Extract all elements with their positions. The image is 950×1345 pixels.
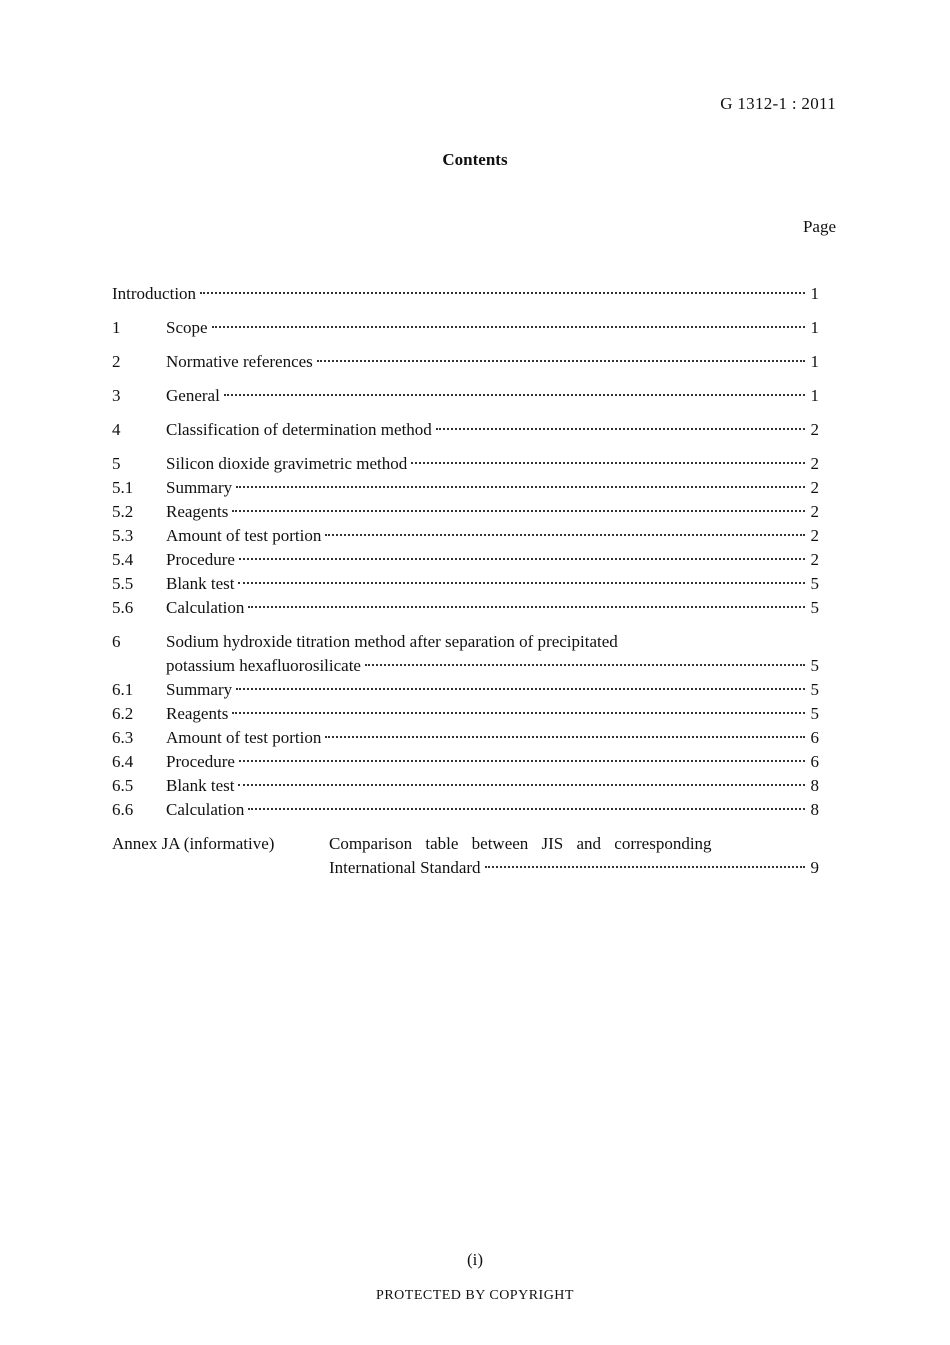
dot-leader	[239, 558, 805, 560]
dot-leader	[436, 428, 805, 430]
dot-leader	[317, 360, 805, 362]
toc-entry-number: 6.4	[112, 752, 134, 771]
toc-entry-number: 6	[112, 632, 121, 651]
toc-entry-5-4[interactable]	[112, 548, 819, 572]
dot-leader	[248, 808, 805, 810]
toc-entry-number: 4	[112, 420, 121, 439]
dot-leader	[224, 394, 805, 396]
toc-entry-2[interactable]	[112, 350, 819, 374]
toc-entry-text: Blank test	[166, 776, 235, 795]
toc-entry-text: Classification of determination method	[166, 420, 432, 439]
toc-entry-5[interactable]	[112, 452, 819, 476]
toc-entry-text: Reagents	[166, 704, 229, 723]
toc-entry-6-2[interactable]	[112, 702, 819, 726]
toc-entry-number: 5.4	[112, 550, 134, 569]
toc-entry-text: Calculation	[166, 598, 245, 617]
page-column-label: Page	[802, 217, 836, 236]
toc-entry-page: 8	[810, 776, 819, 795]
dot-leader	[232, 510, 805, 512]
dot-leader	[248, 606, 805, 608]
toc-entry-6-6[interactable]	[112, 798, 819, 822]
toc-entry-text: Scope	[166, 318, 208, 337]
toc-entry-5-6[interactable]	[112, 596, 819, 620]
toc-entry-5-2[interactable]	[112, 500, 819, 524]
toc-entry-annex-ja[interactable]	[112, 832, 819, 856]
toc-entry-3[interactable]	[112, 384, 819, 408]
dot-leader	[232, 712, 805, 714]
toc-entry-page: 6	[810, 752, 819, 771]
toc-entry-text: Reagents	[166, 502, 229, 521]
page-title: Contents	[442, 150, 508, 169]
toc-entry-introduction[interactable]	[112, 282, 819, 306]
toc-entry-page: 2	[810, 550, 819, 569]
dot-leader	[212, 326, 805, 328]
toc-entry-text: Amount of test portion	[166, 728, 322, 747]
toc-entry-page: 1	[810, 386, 819, 405]
toc-entry-page: 2	[810, 454, 819, 473]
toc-entry-page: 2	[810, 478, 819, 497]
toc-entry-5-3[interactable]	[112, 524, 819, 548]
dot-leader	[411, 462, 805, 464]
toc-entry-number: 5.6	[112, 598, 134, 617]
annex-label: Annex JA (informative)	[112, 834, 275, 853]
toc-entry-6-3[interactable]	[112, 726, 819, 750]
toc-entry-5-5[interactable]	[112, 572, 819, 596]
toc-entry-number: 6.6	[112, 800, 134, 819]
toc-entry-page: 8	[810, 800, 819, 819]
toc-entry-text: Silicon dioxide gravimetric method	[166, 454, 408, 473]
toc-entry-4[interactable]	[112, 418, 819, 442]
dot-leader	[238, 582, 805, 584]
dot-leader	[239, 760, 805, 762]
toc-entry-page: 9	[810, 858, 819, 877]
toc-entry-number: 1	[112, 318, 121, 337]
toc-entry-number: 6.2	[112, 704, 134, 723]
dot-leader	[236, 688, 805, 690]
toc-entry-6-1[interactable]	[112, 678, 819, 702]
toc-entry-number: 6.1	[112, 680, 134, 699]
toc-entry-page: 5	[810, 598, 819, 617]
toc-entry-page: 5	[810, 704, 819, 723]
toc-entry-page: 1	[810, 284, 819, 303]
toc-entry-text: Amount of test portion	[166, 526, 322, 545]
toc-entry-5-1[interactable]	[112, 476, 819, 500]
toc-entry-text: Summary	[166, 680, 233, 699]
toc-entry-page: 5	[810, 656, 819, 675]
toc-entry-text: General	[166, 386, 220, 405]
toc-entry-page: 2	[810, 526, 819, 545]
toc-entry-page: 2	[810, 502, 819, 521]
toc-entry-number: 5.1	[112, 478, 134, 497]
dot-leader	[325, 534, 805, 536]
dot-leader	[485, 866, 805, 868]
toc-entry-text-line1: Comparison table between JIS and corresponding	[329, 834, 712, 853]
dot-leader	[325, 736, 805, 738]
toc-entry-text-line2: potassium hexafluorosilicate	[166, 656, 361, 675]
toc-entry-annex-continuation[interactable]	[112, 856, 819, 880]
toc-entry-text: Procedure	[166, 752, 235, 771]
dot-leader	[365, 664, 805, 666]
toc-entry-6[interactable]	[112, 630, 819, 654]
toc-entry-6-4[interactable]	[112, 750, 819, 774]
toc-entry-6-continuation[interactable]	[112, 654, 819, 678]
copyright-notice: PROTECTED BY COPYRIGHT	[376, 1288, 574, 1303]
toc-entry-page: 5	[810, 680, 819, 699]
toc-entry-text: Summary	[166, 478, 233, 497]
toc-entry-text: Procedure	[166, 550, 235, 569]
toc-entry-number: 5.3	[112, 526, 134, 545]
toc-entry-page: 5	[810, 574, 819, 593]
toc-entry-page: 2	[810, 420, 819, 439]
dot-leader	[236, 486, 805, 488]
toc-entry-text-line2: International Standard	[329, 858, 481, 877]
toc-entry-number: 6.3	[112, 728, 134, 747]
toc-entry-number: 5	[112, 454, 121, 473]
toc-entry-1[interactable]	[112, 316, 819, 340]
toc-entry-text: Calculation	[166, 800, 245, 819]
toc-entry-text: Introduction	[112, 284, 197, 303]
toc-entry-6-5[interactable]	[112, 774, 819, 798]
table-of-contents	[112, 282, 819, 880]
document-id: G 1312-1 : 2011	[720, 94, 836, 113]
toc-entry-page: 1	[810, 318, 819, 337]
toc-entry-number: 2	[112, 352, 121, 371]
toc-entry-text: Blank test	[166, 574, 235, 593]
footer-page-number: (i)	[466, 1250, 484, 1269]
toc-entry-number: 5.2	[112, 502, 134, 521]
dot-leader	[238, 784, 805, 786]
toc-entry-number: 3	[112, 386, 121, 405]
toc-entry-text: Normative references	[166, 352, 313, 371]
toc-entry-text-line1: Sodium hydroxide titration method after separation of precipitated	[166, 632, 618, 651]
toc-entry-page: 6	[810, 728, 819, 747]
toc-entry-number: 5.5	[112, 574, 134, 593]
toc-entry-page: 1	[810, 352, 819, 371]
dot-leader	[200, 292, 805, 294]
toc-entry-number: 6.5	[112, 776, 134, 795]
